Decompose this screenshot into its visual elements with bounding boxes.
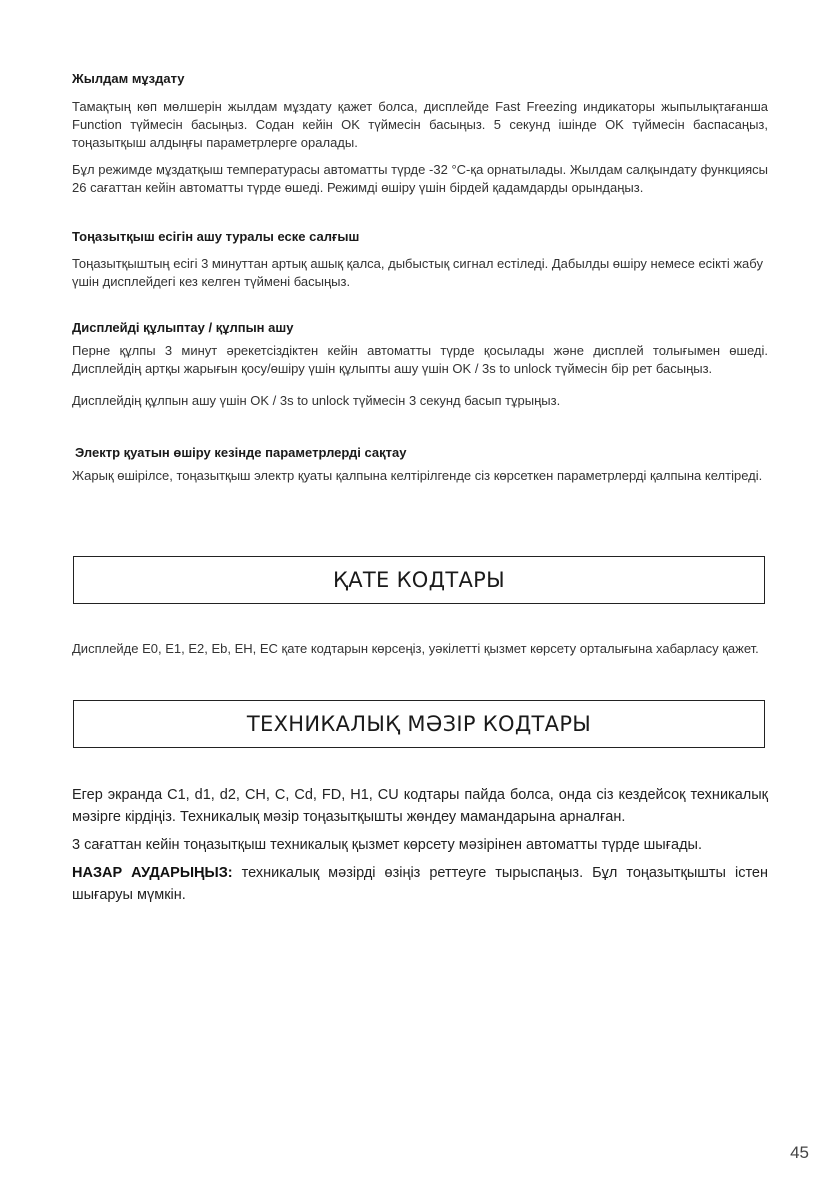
display-lock-heading: Дисплейді құлыптау / құлпын ашу (72, 320, 294, 335)
display-lock-paragraph-2: Дисплейдің құлпын ашу үшін OK / 3s to unlock түймесін 3 секунд басып тұрыңыз. (72, 393, 561, 408)
display-lock-paragraph-1: Перне құлпы 3 минут әрекетсіздіктен кейін автоматты түрде қосылады және дисплей толығымен өшеді. Дисплейдің артқы жарығын қосу/өшіру үшін құлыпты ашу үшін OK / 3s to unlock түймесін бір рет басыңыз. (72, 343, 768, 376)
quick-freeze-paragraph-2: Бұл режимде мұздатқыш температурасы автоматты түрде -32 °C-қа орнатылады. Жылдам салқындату функциясы 26 сағаттан кейін автоматты түрде өшеді. Режимді өшіру үшін бірдей қадамдарды орындаңыз. (72, 162, 768, 195)
power-save-paragraph: Жарық өшірілсе, тоңазытқыш электр қуаты қалпына келтірілгенде сіз көрсеткен параметрлерді қалпына келтіреді. (72, 468, 763, 483)
quick-freeze-paragraph-1: Тамақтың көп мөлшерін жылдам мұздату қажет болса, дисплейде Fast Freezing индикаторы жыпылықтағанша Function түймесін басыңыз. Содан кейін OK түймесін басыңыз. 5 секунд ішінде OK түймесін баспасаңыз, тоңазытқыш алдыңғы параметрлерге оралады. (72, 99, 768, 150)
door-reminder-heading: Тоңазытқыш есігін ашу туралы еске салғыш (72, 229, 360, 244)
error-codes-title-box (73, 556, 765, 604)
page-number: 45 (790, 1143, 809, 1162)
tech-menu-title: ТЕХНИКАЛЫҚ МӘЗІР КОДТАРЫ (246, 712, 592, 736)
power-save-heading: Электр қуатын өшіру кезінде параметрлерді сақтау (75, 445, 407, 460)
tech-menu-paragraph-2: 3 сағаттан кейін тоңазытқыш техникалық қызмет көрсету мәзірінен автоматты түрде шығады. (72, 837, 702, 853)
tech-menu-paragraph-1: Егер экранда C1, d1, d2, CH, C, Cd, FD, H1, CU кодтары пайда болса, онда сіз кездейсоқ техникалық мәзірге кірдіңіз. Техникалық мәзір тоңазытқышты жөндеу мамандарына арналған. (72, 787, 768, 825)
quick-freeze-heading: Жылдам мұздату (72, 71, 185, 86)
door-reminder-paragraph: Тоңазытқыштың есігі 3 минуттан артық ашық қалса, дыбыстық сигнал естіледі. Дабылды өшіру немесе есікті жабу үшін дисплейдегі кез келген түймені басыңыз. (72, 256, 763, 289)
error-codes-title: ҚАТЕ КОДТАРЫ (333, 568, 505, 592)
tech-menu-warning (72, 862, 768, 906)
warning-text: техникалық мәзірді өзіңіз реттеуге тырыспаңыз. Бұл тоңазытқышты істен шығаруы мүмкін. (72, 865, 768, 903)
tech-menu-title-box (73, 700, 765, 748)
error-codes-paragraph: Дисплейде E0, E1, E2, Eb, EH, EC қате кодтарын көрсеңіз, уәкілетті қызмет көрсету орталығына хабарласу қажет. (72, 641, 759, 656)
warning-label: НАЗАР АУДАРЫҢЫЗ: (72, 865, 233, 881)
